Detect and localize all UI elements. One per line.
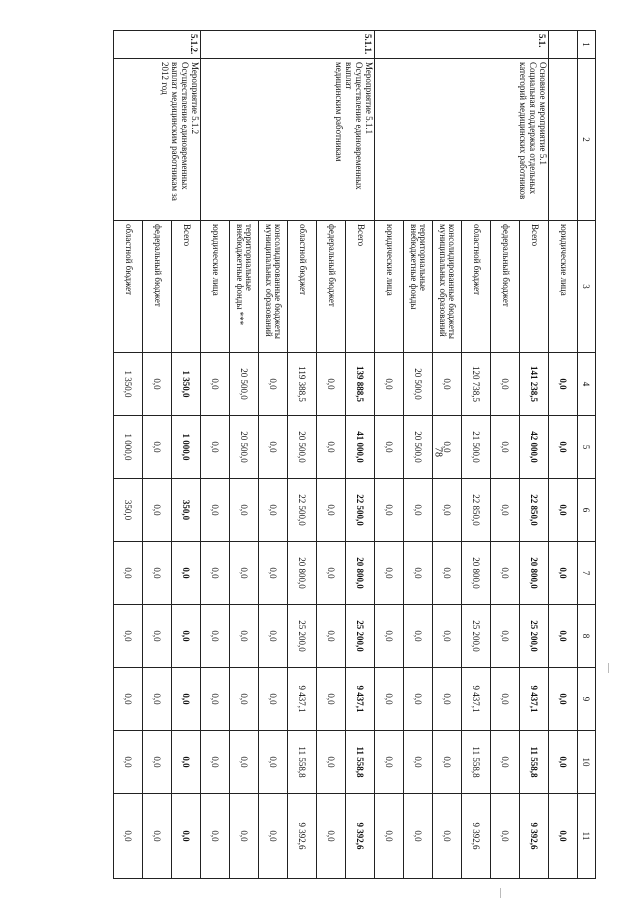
column-number: 4: [578, 353, 596, 416]
amount-cell: 0,0: [114, 605, 143, 668]
item-name-line: 2012 год: [160, 62, 171, 95]
rotated-table-wrapper: [34, 30, 596, 878]
table-row: [549, 31, 578, 879]
amount-cell: 0,0: [259, 605, 288, 668]
amount-cell: 0,0: [201, 794, 230, 879]
amount-cell: 0,0: [375, 416, 404, 479]
amount-cell: 120 738,5: [462, 353, 491, 416]
item-name-line: Мероприятие 5.1.2: [190, 62, 200, 135]
amount-cell: 42 000,0: [520, 416, 549, 479]
amount-cell: 0,0: [375, 605, 404, 668]
amount-cell: 0,0: [259, 353, 288, 416]
amount-cell: 9 392,6: [346, 794, 375, 879]
amount-cell: 0,0: [491, 731, 520, 794]
amount-cell: 9 437,1: [462, 668, 491, 731]
amount-cell: 0,0: [172, 731, 201, 794]
amount-cell: 0,0: [404, 605, 433, 668]
amount-cell: 0,0: [375, 353, 404, 416]
amount-cell: 1 350,0: [172, 353, 201, 416]
amount-cell: 139 888,5: [346, 353, 375, 416]
amount-cell: 0,0: [549, 479, 578, 542]
funding-source: Всего: [172, 221, 201, 353]
funding-source: юридические лица: [549, 221, 578, 353]
item-name: [201, 59, 375, 221]
amount-cell: 20 800,0: [346, 542, 375, 605]
amount-cell: 9 392,6: [462, 794, 491, 879]
amount-cell: 0,0: [433, 731, 462, 794]
amount-cell: 0,0: [549, 416, 578, 479]
amount-cell: 9 437,1: [288, 668, 317, 731]
amount-cell: 0,0: [404, 794, 433, 879]
financing-table: [113, 30, 596, 879]
funding-source: областной бюджет: [114, 221, 143, 353]
amount-cell: 0,0: [201, 479, 230, 542]
item-code: [549, 31, 578, 59]
amount-cell: 0,0: [375, 668, 404, 731]
amount-cell: 0,0: [317, 731, 346, 794]
funding-source: федеральный бюджет: [317, 221, 346, 353]
amount-cell: 0,0: [491, 794, 520, 879]
amount-cell: 41 000,0: [346, 416, 375, 479]
item-code: 5.1.: [375, 31, 549, 59]
amount-cell: 0,0: [317, 479, 346, 542]
column-number: 2: [578, 59, 596, 221]
amount-cell: 25 200,0: [288, 605, 317, 668]
amount-cell: 0,0: [549, 605, 578, 668]
page-number: 78: [432, 447, 444, 457]
column-number-row: [578, 31, 596, 879]
item-name-line: выплат медицинским работникам за: [170, 62, 181, 201]
amount-cell: 0,0: [491, 479, 520, 542]
amount-cell: 0,0: [230, 542, 259, 605]
amount-cell: 0,0: [230, 605, 259, 668]
column-number: 1: [578, 31, 596, 59]
amount-cell: 25 200,0: [520, 605, 549, 668]
amount-cell: 20 500,0: [230, 353, 259, 416]
amount-cell: 350,0: [172, 479, 201, 542]
item-name-line: Основное мероприятие 5.1: [538, 62, 548, 165]
item-code: 5.1.1.: [201, 31, 375, 59]
amount-cell: 0,0: [317, 668, 346, 731]
amount-cell: 9 392,6: [288, 794, 317, 879]
amount-cell: 0,0: [491, 353, 520, 416]
amount-cell: 0,0: [433, 416, 462, 479]
item-name-line: Социальная поддержка отдельных: [528, 62, 539, 195]
amount-cell: 0,0: [172, 605, 201, 668]
amount-cell: 11 558,8: [462, 731, 491, 794]
amount-cell: 0,0: [549, 353, 578, 416]
amount-cell: 20 800,0: [520, 542, 549, 605]
column-number: 9: [578, 668, 596, 731]
column-number: 10: [578, 731, 596, 794]
amount-cell: 0,0: [317, 794, 346, 879]
amount-cell: 1 350,0: [114, 353, 143, 416]
amount-cell: 0,0: [201, 731, 230, 794]
item-code: 5.1.2.: [114, 31, 201, 59]
item-name-line: Осуществление единовременных выплат: [344, 62, 365, 190]
amount-cell: 0,0: [375, 794, 404, 879]
amount-cell: 22 500,0: [346, 479, 375, 542]
amount-cell: 0,0: [201, 416, 230, 479]
amount-cell: 0,0: [114, 731, 143, 794]
amount-cell: 0,0: [143, 542, 172, 605]
funding-source: территориальные внебюджетные фонды: [404, 221, 433, 353]
column-number: 7: [578, 542, 596, 605]
amount-cell: 25 200,0: [462, 605, 491, 668]
column-number: 8: [578, 605, 596, 668]
amount-cell: 0,0: [317, 542, 346, 605]
amount-cell: 0,0: [404, 479, 433, 542]
amount-cell: 0,0: [433, 605, 462, 668]
funding-source: территориальные внебюджетные фонды ***: [230, 221, 259, 353]
item-name: [375, 59, 549, 221]
amount-cell: 20 500,0: [230, 416, 259, 479]
amount-cell: 0,0: [433, 479, 462, 542]
funding-source: юридические лица: [201, 221, 230, 353]
amount-cell: 0,0: [433, 794, 462, 879]
item-name: [114, 59, 201, 221]
amount-cell: 0,0: [404, 668, 433, 731]
amount-cell: 0,0: [317, 416, 346, 479]
amount-cell: 0,0: [433, 668, 462, 731]
column-number: 11: [578, 794, 596, 879]
amount-cell: 119 388,5: [288, 353, 317, 416]
table-body: [114, 31, 578, 879]
funding-source: консолидированные бюджеты муниципальных образований: [433, 221, 462, 353]
funding-source: Всего: [520, 221, 549, 353]
amount-cell: 0,0: [491, 668, 520, 731]
table-container: [34, 30, 596, 878]
amount-cell: 0,0: [230, 731, 259, 794]
amount-cell: 0,0: [259, 668, 288, 731]
amount-cell: 20 800,0: [288, 542, 317, 605]
funding-source: Всего: [346, 221, 375, 353]
table-row: [346, 31, 375, 879]
item-name-line: Осуществление единовременных: [180, 62, 191, 190]
funding-source: консолидированные бюджеты муниципальных образований: [259, 221, 288, 353]
column-number: 5: [578, 416, 596, 479]
amount-cell: 0,0: [259, 794, 288, 879]
amount-cell: 9 437,1: [520, 668, 549, 731]
amount-cell: 9 437,1: [346, 668, 375, 731]
item-name-line: категорий медицинских работников: [518, 62, 529, 200]
amount-cell: 0,0: [549, 731, 578, 794]
amount-cell: 25 200,0: [346, 605, 375, 668]
funding-source: областной бюджет: [288, 221, 317, 353]
amount-cell: 0,0: [404, 731, 433, 794]
amount-cell: 0,0: [375, 542, 404, 605]
scan-mark: [500, 888, 501, 898]
scan-mark: [608, 663, 609, 673]
amount-cell: 350,0: [114, 479, 143, 542]
amount-cell: 0,0: [143, 731, 172, 794]
amount-cell: 22 850,0: [520, 479, 549, 542]
amount-cell: 0,0: [549, 668, 578, 731]
amount-cell: 20 800,0: [462, 542, 491, 605]
amount-cell: 20 500,0: [404, 353, 433, 416]
amount-cell: 0,0: [491, 416, 520, 479]
amount-cell: 0,0: [259, 731, 288, 794]
amount-cell: 0,0: [404, 542, 433, 605]
amount-cell: 0,0: [549, 794, 578, 879]
amount-cell: 0,0: [172, 794, 201, 879]
amount-cell: 0,0: [375, 731, 404, 794]
item-name-line: Мероприятие 5.1.1: [364, 62, 374, 135]
amount-cell: 11 558,8: [520, 731, 549, 794]
table-row: [172, 31, 201, 879]
amount-cell: 0,0: [172, 668, 201, 731]
table-row: [520, 31, 549, 879]
amount-cell: 0,0: [114, 542, 143, 605]
amount-cell: 1 000,0: [172, 416, 201, 479]
amount-cell: 0,0: [230, 668, 259, 731]
funding-source: федеральный бюджет: [143, 221, 172, 353]
amount-cell: 0,0: [114, 794, 143, 879]
amount-cell: 0,0: [259, 479, 288, 542]
amount-cell: 0,0: [230, 479, 259, 542]
amount-cell: 22 850,0: [462, 479, 491, 542]
amount-cell: 20 500,0: [404, 416, 433, 479]
amount-cell: 0,0: [201, 605, 230, 668]
amount-cell: 0,0: [143, 416, 172, 479]
amount-cell: 0,0: [317, 605, 346, 668]
amount-cell: 0,0: [143, 794, 172, 879]
amount-cell: 0,0: [143, 605, 172, 668]
amount-cell: 0,0: [259, 542, 288, 605]
amount-cell: 0,0: [172, 542, 201, 605]
amount-cell: 0,0: [259, 416, 288, 479]
amount-cell: 0,0: [433, 542, 462, 605]
column-number: 3: [578, 221, 596, 353]
amount-cell: 22 500,0: [288, 479, 317, 542]
amount-cell: 20 500,0: [288, 416, 317, 479]
amount-cell: 0,0: [114, 668, 143, 731]
amount-cell: 0,0: [143, 668, 172, 731]
amount-cell: 1 000,0: [114, 416, 143, 479]
item-name: [549, 59, 578, 221]
amount-cell: 0,0: [201, 353, 230, 416]
amount-cell: 0,0: [143, 479, 172, 542]
amount-cell: 11 558,8: [346, 731, 375, 794]
amount-cell: 0,0: [375, 479, 404, 542]
column-number: 6: [578, 479, 596, 542]
funding-source: областной бюджет: [462, 221, 491, 353]
amount-cell: 21 500,0: [462, 416, 491, 479]
amount-cell: 0,0: [317, 353, 346, 416]
funding-source: юридические лица: [375, 221, 404, 353]
amount-cell: 0,0: [230, 794, 259, 879]
amount-cell: 141 238,5: [520, 353, 549, 416]
funding-source: федеральный бюджет: [491, 221, 520, 353]
amount-cell: 0,0: [433, 353, 462, 416]
amount-cell: 0,0: [549, 542, 578, 605]
amount-cell: 0,0: [201, 668, 230, 731]
amount-cell: 11 558,8: [288, 731, 317, 794]
amount-cell: 9 392,6: [520, 794, 549, 879]
amount-cell: 0,0: [491, 542, 520, 605]
amount-cell: 0,0: [143, 353, 172, 416]
amount-cell: 0,0: [201, 542, 230, 605]
amount-cell: 0,0: [491, 605, 520, 668]
item-name-line: медицинским работникам: [334, 62, 345, 162]
